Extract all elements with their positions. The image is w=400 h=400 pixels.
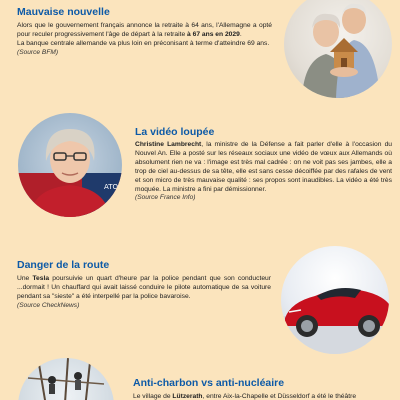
- article-source: (Source BFM): [17, 48, 59, 56]
- article-source: (Source CheckNews): [17, 301, 80, 309]
- body-text: , entre Aix-la-Chapelle et Düsseldorf a été le théâtre: [202, 393, 357, 400]
- body-bold: Tesla: [32, 275, 50, 282]
- body-bold: Lützerath: [172, 393, 203, 400]
- article-body: [133, 393, 391, 400]
- article-title: Danger de la route: [17, 259, 110, 271]
- article-body: [17, 275, 271, 302]
- minister-portrait-photo: [18, 113, 122, 217]
- body-text: .: [239, 30, 242, 38]
- article-title: Mauvaise nouvelle: [17, 6, 110, 18]
- protest-camp-photo: [18, 358, 114, 400]
- article-title: La vidéo loupée: [135, 126, 215, 138]
- article-retirement: [17, 6, 272, 57]
- article-video: [135, 126, 392, 203]
- body-bold: Christine Lambrecht: [135, 141, 202, 148]
- body-text: poursuivie un quart d'heure par la police pendant que son conducteur ...dormait ! Un chauffard qui avait laissé conduire le pilote automatique de sa voiture pendant sa "sieste" a été interpellé par la police bavaroise.: [17, 275, 271, 300]
- article-body: [17, 22, 272, 40]
- article-title: Anti-charbon vs anti-nucléaire: [133, 377, 285, 389]
- body-text: , la ministre de la Défense a fait parler d'elle à l'occasion du Nouvel An. Elle a posté sur les réseaux sociaux une vidéo de vœux aux Allemands où absolument rien ne va : l'image est très mal cadrée : on ne voit pas ses jambes, elle a trop de ciel au-dessus de sa tête, elle est sans cesse décoiffée par des rafales de vent et son micro de très mauvaise qualité : ses propos sont inaudibles. La vidéo a été très moquée. La ministre a fini par démissionner.: [135, 141, 393, 193]
- article-body-2: La banque centrale allemande va plus loin en préconisant à terme d'atteindre 69 ans.: [17, 39, 270, 47]
- body-text: Une: [17, 275, 33, 282]
- body-text: Alors que le gouvernement français annonce la retraite à 64 ans, l'Allemagne a opté pour reculer progressivement l'âge de départ à la retraite: [17, 22, 272, 38]
- couple-house-photo: [284, 0, 392, 98]
- article-source: (Source France Info): [135, 194, 196, 202]
- body-bold: à 67 ans en 2029: [187, 30, 240, 38]
- article-road: [17, 259, 271, 310]
- red-tesla-photo: [281, 246, 389, 354]
- article-body: [135, 141, 392, 194]
- article-coal: [133, 377, 391, 400]
- body-text: Le village de: [133, 393, 173, 400]
- svg-text:ATO: ATO: [104, 183, 119, 191]
